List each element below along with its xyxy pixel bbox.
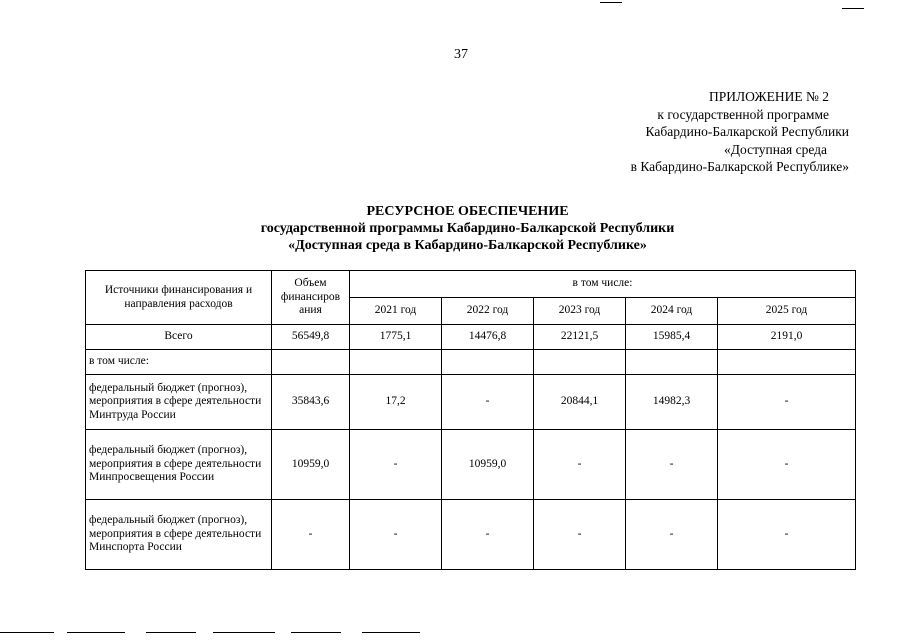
header-year: 2025 год <box>718 298 856 325</box>
resource-table <box>85 270 856 570</box>
document-title <box>0 203 905 254</box>
row-value: - <box>626 500 718 570</box>
row-value: - <box>442 375 534 430</box>
row-value: 2191,0 <box>718 325 856 350</box>
row-value: 20844,1 <box>534 375 626 430</box>
title-line-3: «Доступная среда в Кабардино-Балкарской Республике» <box>288 238 647 253</box>
table-row-minsport <box>86 500 856 570</box>
table-header-row-1 <box>86 271 856 298</box>
bottom-scan-marks <box>0 632 905 634</box>
row-volume: 35843,6 <box>272 375 350 430</box>
page-number: 37 <box>454 47 468 62</box>
row-source: в том числе: <box>86 350 272 375</box>
row-value: - <box>350 430 442 500</box>
row-volume: 56549,8 <box>272 325 350 350</box>
row-source: федеральный бюджет (прогноз), мероприятия в сфере деятельности Минтруда России <box>86 375 272 430</box>
row-value <box>626 350 718 375</box>
table-row-total <box>86 325 856 350</box>
header-year: 2023 год <box>534 298 626 325</box>
row-source: федеральный бюджет (прогноз), мероприятия в сфере деятельности Минпросвещения России <box>86 430 272 500</box>
header-including: в том числе: <box>350 271 856 298</box>
top-scan-mark-right <box>842 8 864 9</box>
row-value: - <box>718 375 856 430</box>
row-value <box>534 350 626 375</box>
row-value: - <box>350 500 442 570</box>
appendix-line-5: в Кабардино-Балкарской Республике» <box>630 159 849 174</box>
row-value <box>442 350 534 375</box>
header-year: 2021 год <box>350 298 442 325</box>
row-value: 15985,4 <box>626 325 718 350</box>
row-value: 22121,5 <box>534 325 626 350</box>
row-volume: 10959,0 <box>272 430 350 500</box>
table-row-including <box>86 350 856 375</box>
row-volume <box>272 350 350 375</box>
row-value <box>718 350 856 375</box>
row-value: - <box>442 500 534 570</box>
row-value: 14982,3 <box>626 375 718 430</box>
appendix-line-1: ПРИЛОЖЕНИЕ № 2 <box>708 89 829 104</box>
appendix-line-2: к государственной программе <box>657 106 829 122</box>
table-row-minprosvesh <box>86 430 856 500</box>
appendix-header <box>631 88 849 176</box>
header-source: Источники финансирования и направления расходов <box>86 271 272 325</box>
row-value: - <box>718 500 856 570</box>
title-line-2: государственной программы Кабардино-Балкарской Республики <box>260 221 675 236</box>
top-scan-mark-left <box>600 2 622 3</box>
table-row-mintrud <box>86 375 856 430</box>
row-value: - <box>626 430 718 500</box>
row-value: 14476,8 <box>442 325 534 350</box>
header-volume: Объем финансиров ания <box>272 271 350 325</box>
row-value: - <box>718 430 856 500</box>
appendix-line-4: «Доступная среда <box>724 141 827 157</box>
row-value: 10959,0 <box>442 430 534 500</box>
row-value <box>350 350 442 375</box>
row-value: - <box>534 500 626 570</box>
row-source: Всего <box>86 325 272 350</box>
row-volume: - <box>272 500 350 570</box>
row-value: 17,2 <box>350 375 442 430</box>
row-source: федеральный бюджет (прогноз), мероприятия в сфере деятельности Минспорта России <box>86 500 272 570</box>
header-year: 2024 год <box>626 298 718 325</box>
row-value: 1775,1 <box>350 325 442 350</box>
row-value: - <box>534 430 626 500</box>
appendix-line-3: Кабардино-Балкарской Республики <box>645 124 849 139</box>
header-year: 2022 год <box>442 298 534 325</box>
title-line-1: РЕСУРСНОЕ ОБЕСПЕЧЕНИЕ <box>366 204 569 219</box>
